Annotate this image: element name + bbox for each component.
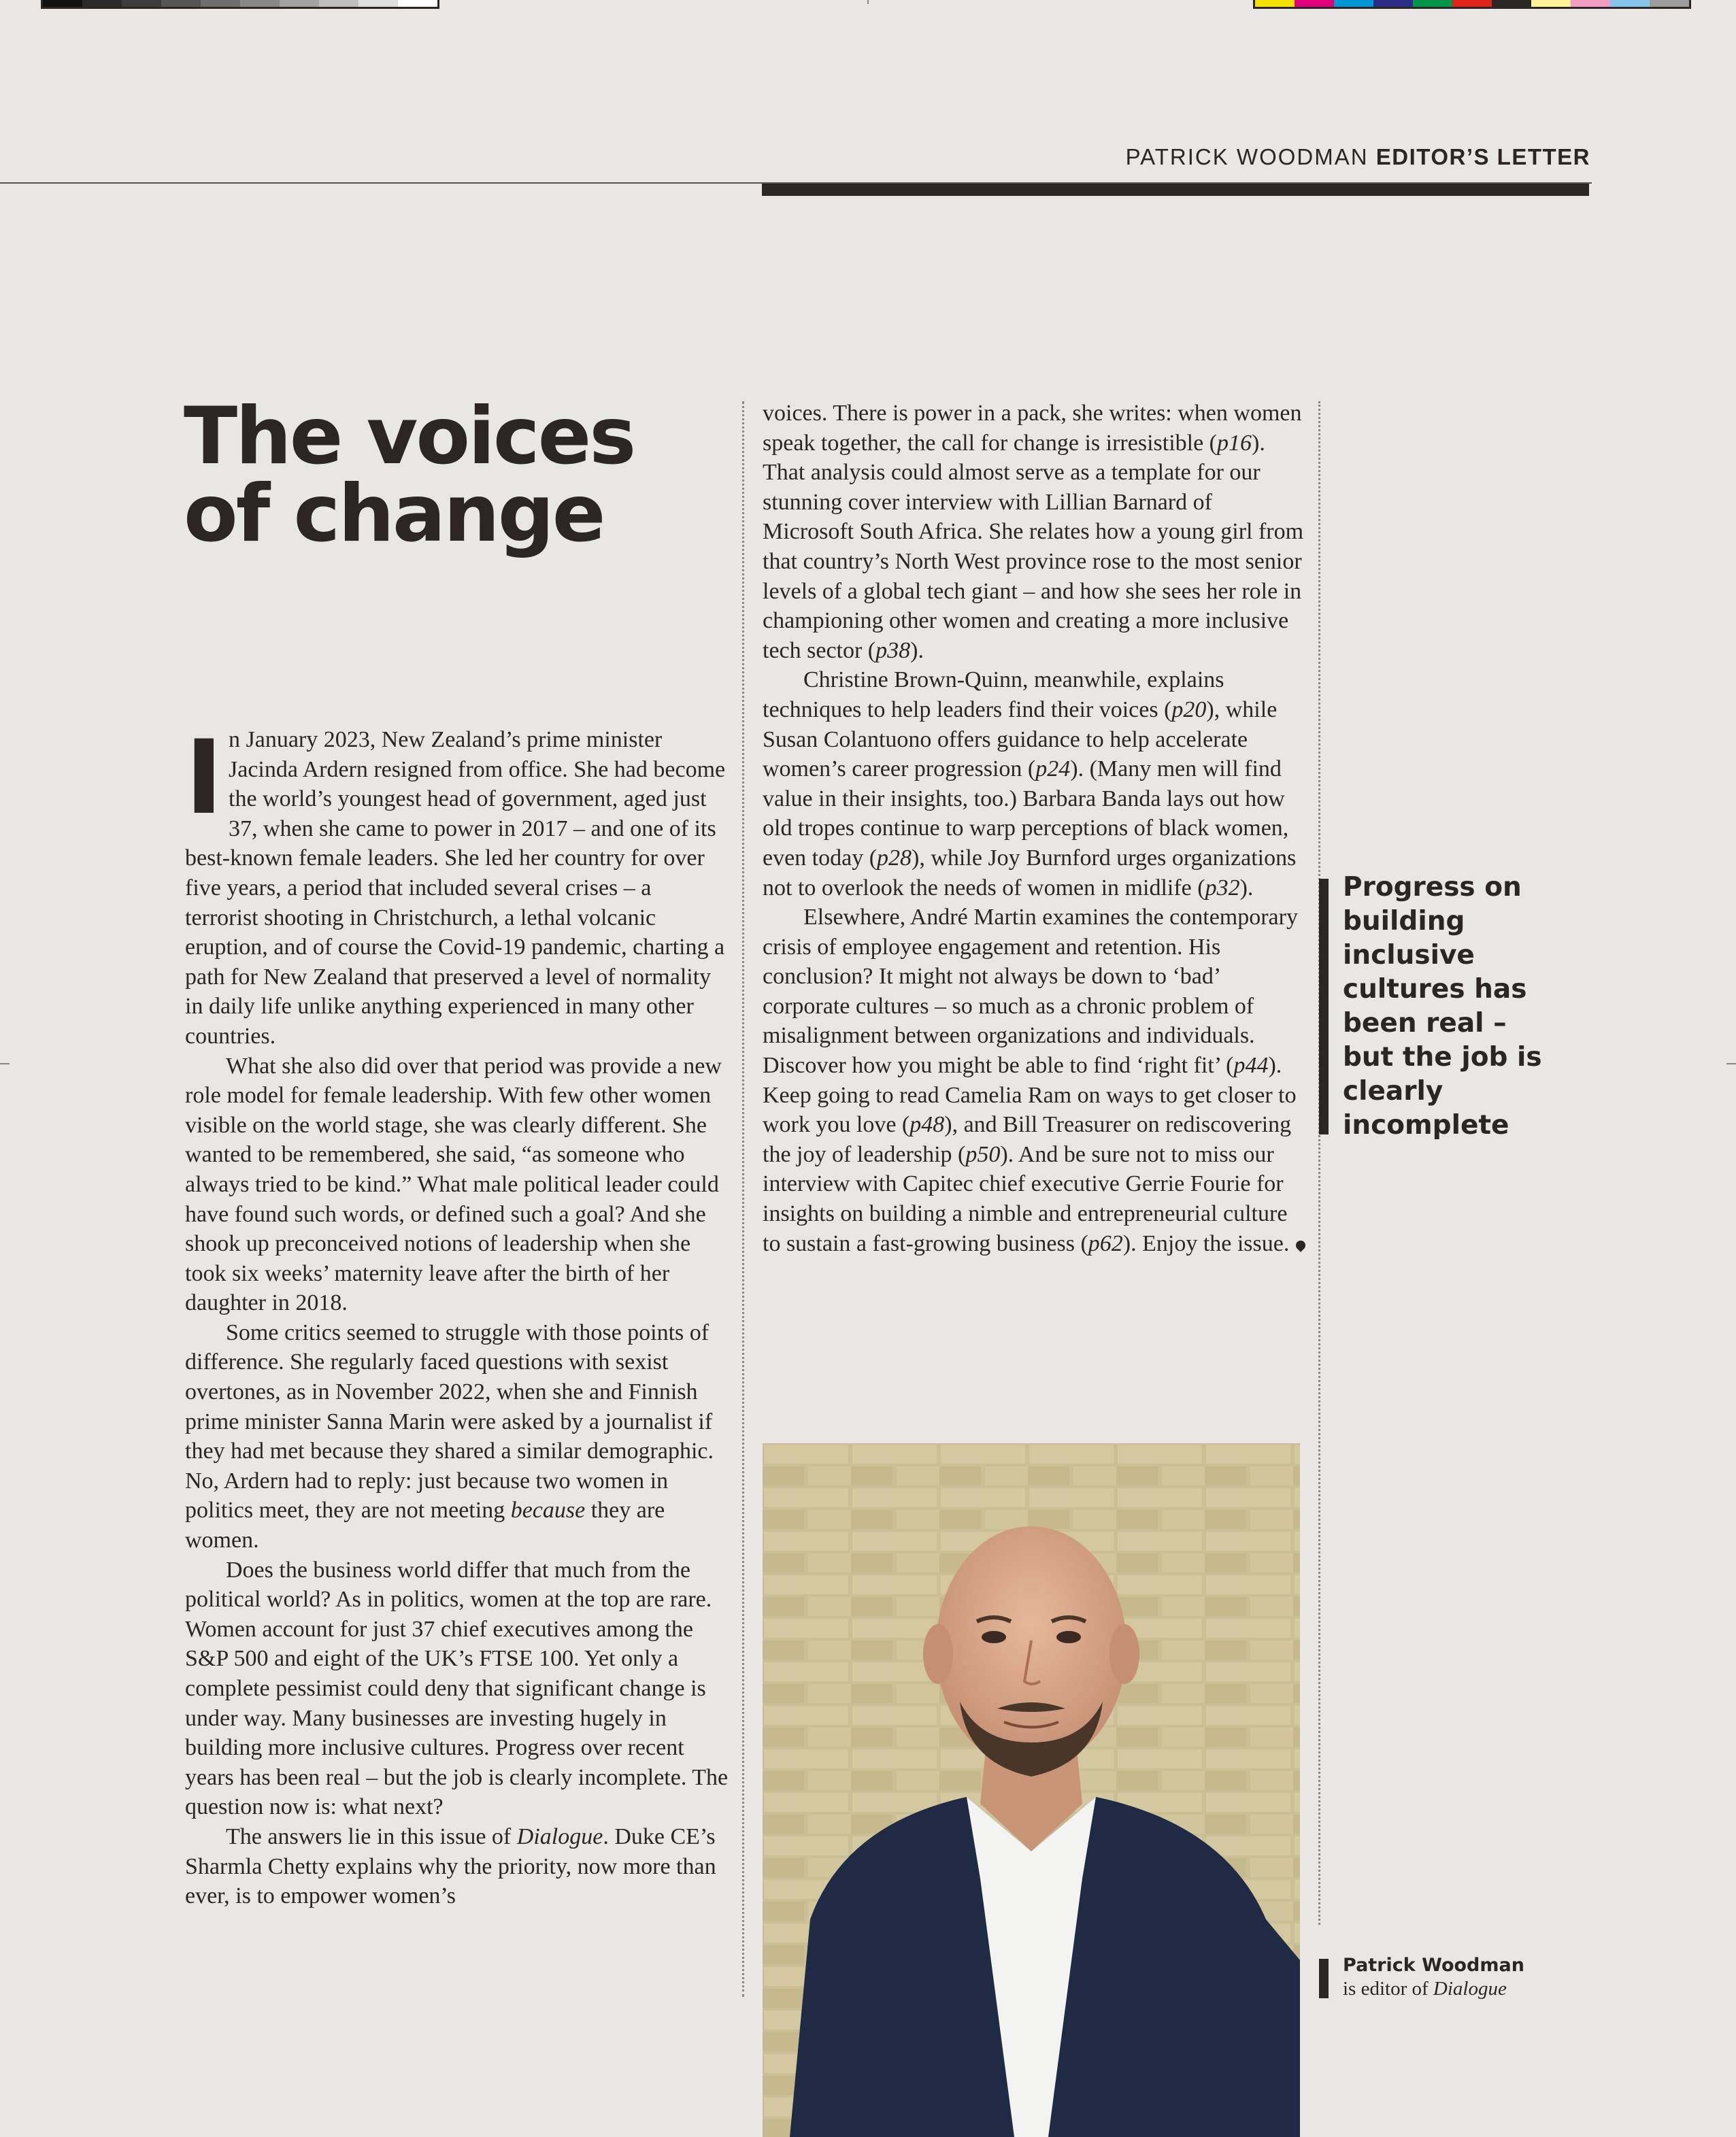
caption-bar [1319, 1959, 1329, 1998]
print-swatch [398, 0, 437, 7]
print-swatch [122, 0, 161, 7]
print-swatch [1295, 0, 1334, 7]
page-reference: p38 [875, 637, 911, 663]
pull-quote: Progress on building inclusive cultures has been real – but the job is clearly incomplete [1343, 872, 1542, 1141]
print-swatch [1650, 0, 1689, 7]
registration-mark [0, 1063, 10, 1064]
paragraph [763, 903, 1307, 1258]
print-swatch [1373, 0, 1413, 7]
page-reference: p20 [1171, 696, 1207, 722]
registration-mark [867, 0, 869, 4]
page-reference: p16 [1217, 430, 1252, 456]
body-column-2 [763, 399, 1307, 1258]
print-swatch [1452, 0, 1492, 7]
page-reference: p32 [1205, 875, 1240, 901]
running-header [1126, 144, 1590, 170]
page-reference: p28 [877, 845, 912, 871]
paragraph-text: ). [910, 637, 924, 663]
registration-mark [1726, 1063, 1736, 1064]
page-reference: p24 [1035, 756, 1071, 782]
print-color-bar [1253, 0, 1691, 9]
print-swatch [1334, 0, 1373, 7]
title-line-2: of change [184, 468, 604, 560]
paragraph [185, 719, 729, 1051]
emphasis: because [510, 1498, 586, 1524]
paragraph-text: ). (Many men will find value in their insights, too.) Barbara Banda lays out how old tropes continue to warp perceptions of black women, even today ( [763, 756, 1289, 871]
title-line-1: The voices [184, 390, 635, 482]
paragraph-text: voices. There is power in a pack, she writes: when women speak together, the call for change is irresistible ( [763, 401, 1302, 456]
paragraph [763, 399, 1307, 665]
print-swatch [1413, 0, 1452, 7]
print-swatch [82, 0, 122, 7]
paragraph-text: The answers lie in this issue of [226, 1823, 517, 1849]
page-reference: p48 [909, 1112, 945, 1138]
page-reference: p44 [1233, 1053, 1269, 1079]
pull-quote-bar [1319, 879, 1329, 1134]
paragraph [763, 665, 1307, 903]
header-accent-bar [762, 184, 1589, 196]
paragraph-text: ). Enjoy the issue. [1122, 1230, 1290, 1256]
print-swatch [240, 0, 280, 7]
paragraph-text: ), while Joy Burnford urges organizations not to overlook the needs of women in midlife ( [763, 845, 1297, 901]
print-grey-bar [41, 0, 439, 9]
paragraph-text: ). [1239, 875, 1254, 901]
paragraph [185, 1822, 729, 1911]
print-swatch [319, 0, 358, 7]
page-reference: p50 [965, 1141, 1001, 1167]
paragraph [185, 1051, 729, 1318]
page-reference: p62 [1088, 1230, 1123, 1256]
paragraph-text: ). That analysis could almost serve as a template for our stunning cover interview with Lillian Barnard of Microsoft South Africa. She relates how a young girl from that country’s North West province rose to the most senior levels of a global tech giant – and how she sees her role in championing other women and creating a more inclusive tech sector ( [763, 430, 1304, 663]
print-swatch [161, 0, 201, 7]
print-swatch [280, 0, 319, 7]
publication-name: Dialogue [516, 1823, 603, 1849]
column-divider [1318, 401, 1320, 1925]
print-swatch [1610, 0, 1650, 7]
caption-role-text: is editor of [1343, 1978, 1433, 2000]
paragraph-text: Does the business world differ that much from the political world? As in politics, women at the top are rare. Women account for just 37 chief executives among the S&P 500 and eight of the UK’s FTSE 100. Yet only a complete pessimist could deny that significant change is under way. Many businesses are investing hugely in building more inclusive cultures. Progress over recent years has been real – but the job is clearly incomplete. The question now is: what next? [185, 1557, 729, 1820]
paragraph-text: Elsewhere, André Martin examines the contemporary crisis of employee engagement and retention. His conclusion? It might not always be down to ‘bad’ corporate cultures – so much as a chronic problem of misalignment between organizations and individuals. Discover how you might be able to find ‘right fit’ ( [763, 905, 1298, 1079]
paragraph-text: ). Keep going to read Camelia Ram on ways to get closer to work you love ( [763, 1053, 1297, 1138]
drop-cap: I [185, 719, 223, 837]
body-column-1 [185, 719, 729, 1911]
end-mark-icon [1294, 1239, 1307, 1252]
paragraph [185, 1555, 729, 1822]
caption-role [1343, 1978, 1507, 2000]
print-swatch [1531, 0, 1571, 7]
paragraph-text: Christine Brown-Quinn, meanwhile, explains techniques to help leaders find their voices ( [763, 667, 1224, 722]
paragraph-text: . Duke CE’s Sharmla Chetty explains why the priority, now more than ever, is to empower women’s [185, 1823, 716, 1909]
paragraph-text: What she also did over that period was provide a new role model for female leadership. With few other women visible on the world stage, she was clearly different. She wanted to be remembered, she said, “as someone who always tried to be kind.” What male political leader could have found such words, or defined such a goal? And she shook up preconceived notions of leadership when she took six weeks’ maternity leave after the birth of her daughter in 2018. [185, 1053, 722, 1316]
print-swatch [1492, 0, 1531, 7]
print-swatch [1255, 0, 1295, 7]
print-swatch [201, 0, 240, 7]
paragraph-text: they are women. [185, 1498, 665, 1553]
paragraph-text: Some critics seemed to struggle with those points of difference. She regularly faced questions with sexist overtones, as in November 2022, when she and Finnish prime minister Sanna Marin were asked by a journalist if they had met because they shared a similar demographic. No, Ardern had to reply: just because two women in politics meet, they are not meeting [185, 1319, 714, 1524]
print-swatch [1571, 0, 1610, 7]
paragraph [185, 1318, 729, 1555]
paragraph-text: ), while Susan Colantuono offers guidance to help accelerate women’s career progression ( [763, 696, 1278, 782]
column-divider [742, 401, 744, 1997]
paragraph-text: n January 2023, New Zealand’s prime minister Jacinda Ardern resigned from office. She had become the world’s youngest head of government, aged just 37, when she came to power in 2017 – and one of its best-known female leaders. She led her country for over five years, a period that included several crises – a terrorist shooting in Christchurch, a lethal volcanic eruption, and of course the Covid-19 pandemic, charting a path for New Zealand that preserved a level of normality in daily life unlike anything experienced in many other countries. [185, 727, 726, 1049]
header-section: EDITOR’S LETTER [1375, 144, 1590, 169]
caption-name: Patrick Woodman [1343, 1955, 1524, 1976]
header-author: PATRICK WOODMAN [1125, 144, 1369, 169]
caption-publication: Dialogue [1433, 1978, 1507, 2000]
author-portrait-photo [763, 1443, 1300, 2137]
article-title [184, 390, 728, 560]
paragraph-text: ), and Bill Treasurer on rediscovering the joy of leadership ( [763, 1112, 1292, 1167]
print-swatch [358, 0, 398, 7]
paragraph-text: ). And be sure not to miss our interview with Capitec chief executive Gerrie Fourie for insights on building a nimble and entrepreneurial culture to sustain a fast-growing business ( [763, 1141, 1288, 1256]
print-swatch [43, 0, 82, 7]
